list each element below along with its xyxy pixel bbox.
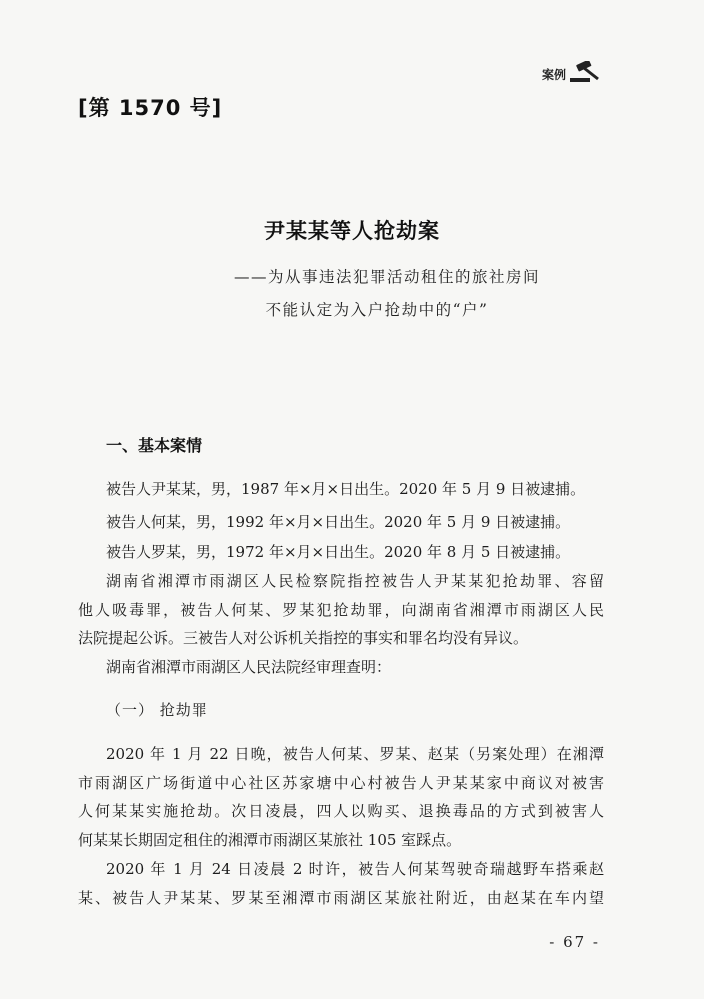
subsection-heading: （一） 抢劫罪: [106, 701, 208, 719]
paragraph-line: 法院提起公诉。三被告人对公诉机关指控的事实和罪名均没有异议。: [78, 629, 529, 647]
case-title: 尹某某等人抢劫案: [264, 219, 440, 243]
running-header: [542, 61, 604, 83]
page-number: - 67 -: [549, 933, 600, 951]
paragraph-line: 他人吸毒罪，被告人何某、罗某犯抢劫罪，向湖南省湘潭市雨湖区人民: [78, 601, 604, 619]
section-heading: 一、基本案情: [106, 436, 203, 455]
paragraph-line: 2020 年 1 月 22 日晚，被告人何某、罗某、赵某（另案处理）在湘潭: [106, 745, 604, 763]
subtitle-line-2: 不能认定为入户抢劫中的“户”: [265, 301, 489, 319]
gavel-icon: [568, 61, 604, 83]
paragraph-line: 被告人尹某某，男，1987 年×月×日出生。2020 年 5 月 9 日被逮捕。: [106, 480, 586, 498]
paragraph-line: 被告人罗某，男，1972 年×月×日出生。2020 年 8 月 5 日被逮捕。: [106, 543, 571, 561]
paragraph-line: 市雨湖区广场街道中心社区苏家塘中心村被告人尹某某家中商议对被害: [78, 774, 604, 792]
paragraph-line: 湖南省湘潭市雨湖区人民检察院指控被告人尹某某犯抢劫罪、容留: [106, 572, 604, 590]
paragraph-line: 何某某长期固定租住的湘潭市雨湖区某旅社 105 室踩点。: [78, 831, 462, 849]
paragraph-line: 某、被告人尹某某、罗某至湘潭市雨湖区某旅社附近，由赵某在车内望: [78, 889, 604, 907]
subtitle-line-1: ——为从事违法犯罪活动租住的旅社房间: [233, 268, 540, 286]
paragraph-line: 人何某某实施抢劫。次日凌晨，四人以购买、退换毒品的方式到被害人: [78, 802, 604, 820]
paragraph-line: 被告人何某，男，1992 年×月×日出生。2020 年 5 月 9 日被逮捕。: [106, 513, 571, 531]
paragraph-line: 2020 年 1 月 24 日凌晨 2 时许，被告人何某驾驶奇瑞越野车搭乘赵: [106, 860, 604, 878]
paragraph-line: 湖南省湘潭市雨湖区人民法院经审理查明：: [106, 658, 392, 676]
case-number: [第 1570 号]: [78, 96, 223, 120]
section-label: 案例: [541, 68, 566, 82]
